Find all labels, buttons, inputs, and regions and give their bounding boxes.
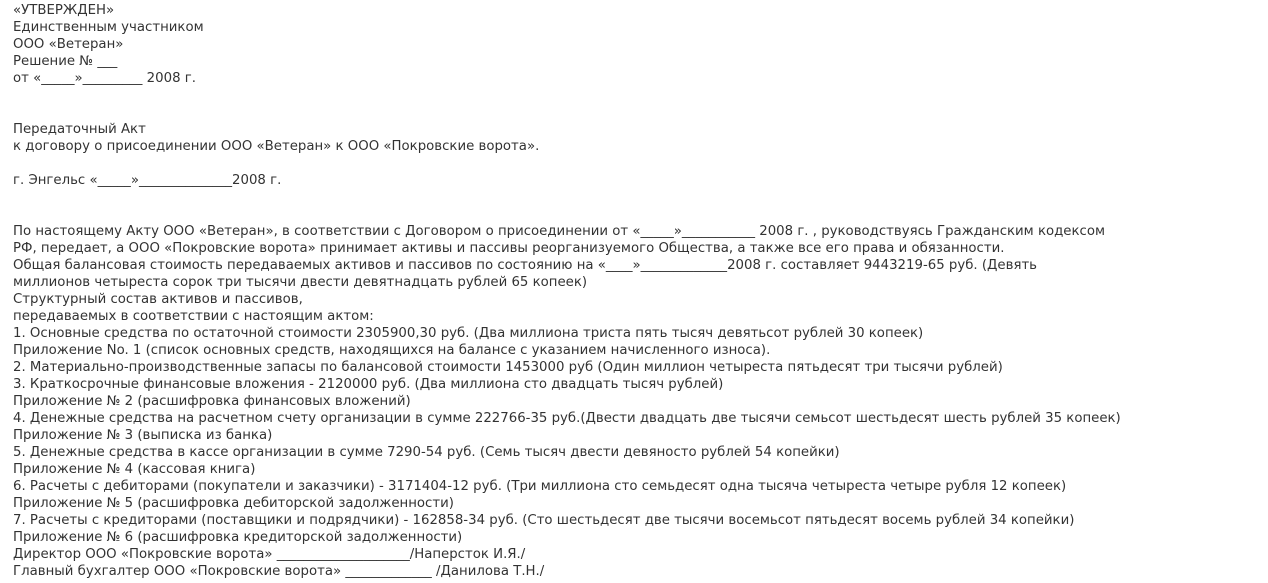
list-item: Приложение № 4 (кассовая книга) <box>13 462 256 477</box>
list-item: 6. Расчеты с дебиторами (покупатели и заказчики) - 3171404-12 руб. (Три миллиона сто семьдесят одна тысяча четыреста четыре рубля 12 копеек) <box>13 479 1067 494</box>
list-item: Приложение № 3 (выписка из банка) <box>13 428 273 443</box>
list-item: Приложение № 5 (расшифровка дебиторской задолженности) <box>13 496 454 511</box>
act-title: Передаточный Акт <box>13 122 146 137</box>
paragraph-1-line-2: РФ, передает, а ООО «Покровские ворота» принимает активы и пассивы реорганизуемого Общества, а также все его права и обязанности. <box>13 241 1005 256</box>
list-item: 7. Расчеты с кредиторами (поставщики и подрядчики) - 162858-34 руб. (Сто шестьдесят две тысячи восемьсот пятьдесят восемь рублей 34 копейки) <box>13 513 1075 528</box>
approval-block <box>13 2 1258 87</box>
list-item: 4. Денежные средства на расчетном счету организации в сумме 222766-35 руб.(Двести двадцать две тысячи семьсот шестьдесят шесть рублей 35 копеек) <box>13 411 1121 426</box>
approval-title: «УТВЕРЖДЕН» <box>13 3 115 18</box>
paragraph-3-line-1: Структурный состав активов и пассивов, <box>13 292 303 307</box>
approval-line-1: Единственным участником <box>13 20 204 35</box>
list-item: 1. Основные средства по остаточной стоимости 2305900,30 руб. (Два миллиона триста пять тысяч девятьсот рублей 30 копеек) <box>13 326 924 341</box>
list-item: Приложение No. 1 (список основных средств, находящихся на балансе с указанием начисленного износа). <box>13 343 771 358</box>
list-item: 5. Денежные средства в кассе организации в сумме 7290-54 руб. (Семь тысяч двести девяносто рублей 54 копейки) <box>13 445 840 460</box>
signature-block <box>13 546 1258 580</box>
list-item: 3. Краткосрочные финансовые вложения - 2120000 руб. (Два миллиона сто двадцать тысяч рублей) <box>13 377 724 392</box>
list-item: Приложение № 6 (расшифровка кредиторской задолженности) <box>13 530 463 545</box>
approval-line-2: ООО «Ветеран» <box>13 37 124 52</box>
paragraph-3-line-2: передаваемых в соответствии с настоящим актом: <box>13 309 374 324</box>
act-subtitle: к договору о присоединении ООО «Ветеран» к ООО «Покровские ворота». <box>13 139 540 154</box>
approval-date: от «_____»_________ 2008 г. <box>13 71 196 86</box>
document <box>13 2 1258 580</box>
accountant-signature: Главный бухгалтер ООО «Покровские ворота» _____________ /Данилова Т.Н./ <box>13 564 545 579</box>
approval-decision: Решение № ___ <box>13 54 118 69</box>
act-body <box>13 223 1258 325</box>
director-signature: Директор ООО «Покровские ворота» ____________________/Наперсток И.Я./ <box>13 547 526 562</box>
act-place-date: г. Энгельс «_____»______________2008 г. <box>13 173 282 188</box>
list-item: 2. Материально-производственные запасы по балансовой стоимости 1453000 руб (Один миллион четыреста пятьдесят три тысячи рублей) <box>13 360 1003 375</box>
list-item: Приложение № 2 (расшифровка финансовых вложений) <box>13 394 411 409</box>
paragraph-2-line-1: Общая балансовая стоимость передаваемых активов и пассивов по состоянию на «____»_____________2008 г. составляет 9443219-65 руб. (Девять <box>13 258 1038 273</box>
paragraph-2-line-2: миллионов четыреста сорок три тысячи двести девятнадцать рублей 65 копеек) <box>13 275 588 290</box>
asset-list <box>13 325 1258 546</box>
act-header <box>13 121 1258 189</box>
paragraph-1-line-1: По настоящему Акту ООО «Ветеран», в соответствии с Договором о присоединении от «_____»___________ 2008 г. , руководствуясь Гражданским кодексом <box>13 224 1105 239</box>
